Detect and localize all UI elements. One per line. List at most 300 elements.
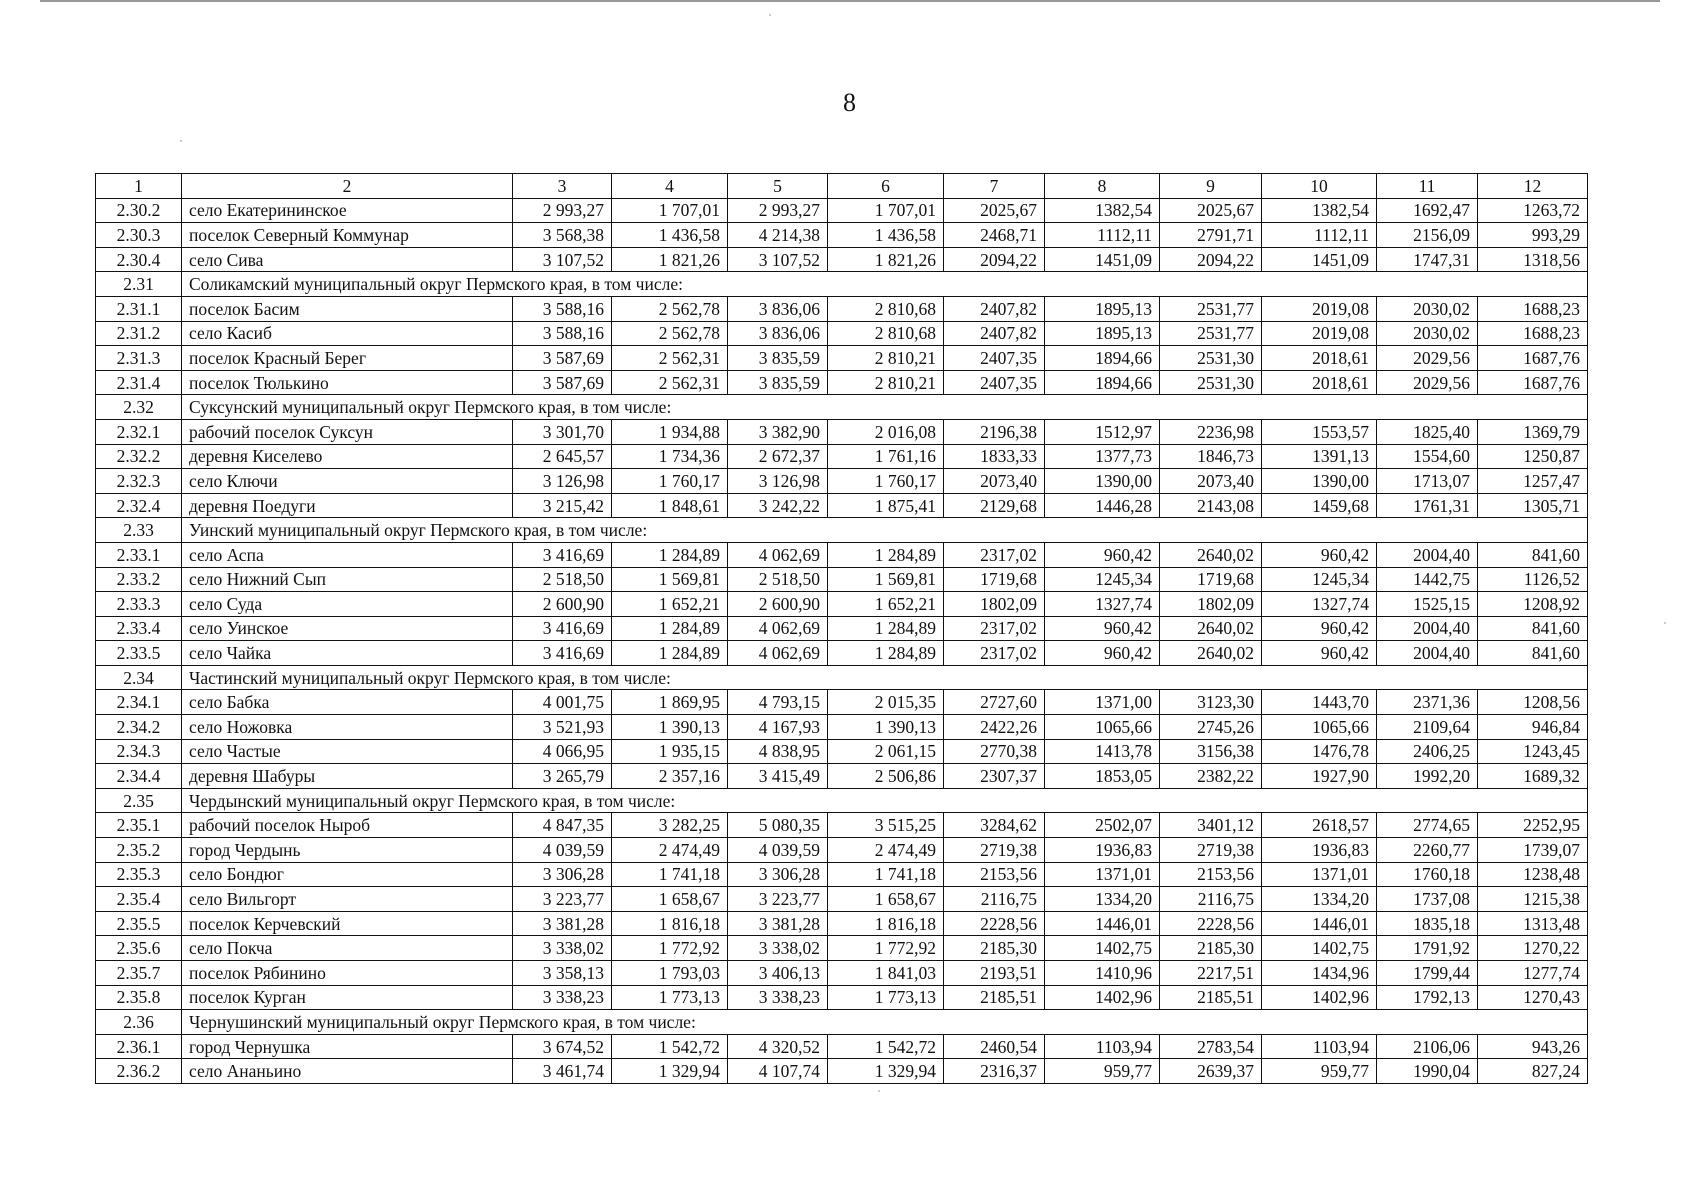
group-header-row: [96, 395, 1588, 420]
value-cell-col-5: 4 062,69: [728, 641, 828, 666]
group-name: Уинский муниципальный округ Пермского края, в том числе:: [182, 518, 1588, 543]
row-code: 2.34.3: [96, 739, 182, 764]
value-cell-col-3: 4 001,75: [513, 690, 612, 715]
value-cell-col-7: 3284,62: [944, 813, 1045, 838]
group-name: Соликамский муниципальный округ Пермского края, в том числе:: [182, 272, 1588, 297]
value-cell-col-4: 1 793,03: [612, 961, 728, 986]
table-row: [96, 296, 1588, 321]
value-cell-col-7: 2468,71: [944, 223, 1045, 248]
value-cell-col-7: 2317,02: [944, 641, 1045, 666]
value-cell-col-12: 1305,71: [1478, 493, 1588, 518]
value-cell-col-8: 1327,74: [1045, 592, 1160, 617]
value-cell-col-6: 2 810,68: [828, 321, 944, 346]
value-cell-col-6: 1 841,03: [828, 961, 944, 986]
value-cell-col-10: 1402,96: [1262, 985, 1377, 1010]
value-cell-col-4: 1 569,81: [612, 567, 728, 592]
value-cell-col-3: 3 306,28: [513, 862, 612, 887]
value-cell-col-3: 4 066,95: [513, 739, 612, 764]
value-cell-col-11: 2004,40: [1377, 616, 1478, 641]
table-row: [96, 813, 1588, 838]
value-cell-col-4: 1 773,13: [612, 985, 728, 1010]
value-cell-col-5: 3 835,59: [728, 346, 828, 371]
value-cell-col-4: 2 357,16: [612, 764, 728, 789]
scan-speck: [1664, 622, 1666, 624]
column-header-2: 2: [182, 174, 513, 199]
value-cell-col-7: 2317,02: [944, 542, 1045, 567]
value-cell-col-6: 1 284,89: [828, 542, 944, 567]
value-cell-col-9: 2640,02: [1160, 641, 1262, 666]
settlement-name: село Суда: [182, 592, 513, 617]
value-cell-col-3: 4 039,59: [513, 838, 612, 863]
value-cell-col-7: 2307,37: [944, 764, 1045, 789]
value-cell-col-8: 960,42: [1045, 616, 1160, 641]
value-cell-col-11: 2774,65: [1377, 813, 1478, 838]
value-cell-col-5: 3 242,22: [728, 493, 828, 518]
table-row: [96, 838, 1588, 863]
settlement-name: поселок Курган: [182, 985, 513, 1010]
value-cell-col-7: 2228,56: [944, 911, 1045, 936]
value-cell-col-5: 3 306,28: [728, 862, 828, 887]
value-cell-col-11: 2030,02: [1377, 321, 1478, 346]
settlement-name: село Частые: [182, 739, 513, 764]
column-header-1: 1: [96, 174, 182, 199]
row-code: 2.35: [96, 788, 182, 813]
value-cell-col-8: 1371,00: [1045, 690, 1160, 715]
value-cell-col-5: 4 320,52: [728, 1034, 828, 1059]
value-cell-col-7: 2185,30: [944, 936, 1045, 961]
value-cell-col-11: 1992,20: [1377, 764, 1478, 789]
value-cell-col-6: 1 436,58: [828, 223, 944, 248]
value-cell-col-9: 2228,56: [1160, 911, 1262, 936]
group-name: Чердынский муниципальный округ Пермского края, в том числе:: [182, 788, 1588, 813]
value-cell-col-8: 1936,83: [1045, 838, 1160, 863]
table-row: [96, 887, 1588, 912]
group-header-row: [96, 788, 1588, 813]
value-cell-col-10: 960,42: [1262, 542, 1377, 567]
value-cell-col-12: 1369,79: [1478, 419, 1588, 444]
table-row: [96, 198, 1588, 223]
value-cell-col-5: 4 793,15: [728, 690, 828, 715]
value-cell-col-3: 2 993,27: [513, 198, 612, 223]
value-cell-col-4: 1 436,58: [612, 223, 728, 248]
value-cell-col-10: 1936,83: [1262, 838, 1377, 863]
value-cell-col-5: 4 062,69: [728, 542, 828, 567]
value-cell-col-3: 3 416,69: [513, 542, 612, 567]
value-cell-col-12: 1688,23: [1478, 321, 1588, 346]
row-code: 2.35.4: [96, 887, 182, 912]
group-name: Чернушинский муниципальный округ Пермского края, в том числе:: [182, 1010, 1588, 1035]
value-cell-col-3: 3 338,23: [513, 985, 612, 1010]
value-cell-col-12: 1238,48: [1478, 862, 1588, 887]
row-code: 2.30.2: [96, 198, 182, 223]
value-cell-col-7: 2317,02: [944, 616, 1045, 641]
value-cell-col-11: 2030,02: [1377, 296, 1478, 321]
value-cell-col-4: 1 542,72: [612, 1034, 728, 1059]
value-cell-col-10: 1382,54: [1262, 198, 1377, 223]
settlement-name: город Чердынь: [182, 838, 513, 863]
value-cell-col-10: 1334,20: [1262, 887, 1377, 912]
value-cell-col-11: 1525,15: [1377, 592, 1478, 617]
settlement-name: поселок Рябинино: [182, 961, 513, 986]
value-cell-col-4: 1 284,89: [612, 616, 728, 641]
value-cell-col-9: 2640,02: [1160, 542, 1262, 567]
value-cell-col-9: 2531,77: [1160, 321, 1262, 346]
value-cell-col-9: 2153,56: [1160, 862, 1262, 887]
value-cell-col-12: 1318,56: [1478, 247, 1588, 272]
column-header-3: 3: [513, 174, 612, 199]
settlement-name: деревня Киселево: [182, 444, 513, 469]
value-cell-col-8: 1446,28: [1045, 493, 1160, 518]
row-code: 2.36: [96, 1010, 182, 1035]
value-cell-col-4: 1 848,61: [612, 493, 728, 518]
value-cell-col-7: 2196,38: [944, 419, 1045, 444]
value-cell-col-5: 3 836,06: [728, 296, 828, 321]
value-cell-col-3: 2 600,90: [513, 592, 612, 617]
value-cell-col-9: 2025,67: [1160, 198, 1262, 223]
value-cell-col-12: 1689,32: [1478, 764, 1588, 789]
value-cell-col-9: 1846,73: [1160, 444, 1262, 469]
value-cell-col-9: 2719,38: [1160, 838, 1262, 863]
row-code: 2.31: [96, 272, 182, 297]
value-cell-col-12: 1250,87: [1478, 444, 1588, 469]
value-cell-col-7: 2719,38: [944, 838, 1045, 863]
value-cell-col-7: 2094,22: [944, 247, 1045, 272]
settlement-name: поселок Басим: [182, 296, 513, 321]
value-cell-col-11: 2004,40: [1377, 542, 1478, 567]
value-cell-col-8: 1895,13: [1045, 296, 1160, 321]
value-cell-col-8: 1895,13: [1045, 321, 1160, 346]
value-cell-col-5: 2 993,27: [728, 198, 828, 223]
value-cell-col-12: 1208,92: [1478, 592, 1588, 617]
value-cell-col-3: 3 126,98: [513, 469, 612, 494]
value-cell-col-6: 1 875,41: [828, 493, 944, 518]
table-row: [96, 715, 1588, 740]
value-cell-col-10: 2018,61: [1262, 346, 1377, 371]
value-cell-col-10: 1434,96: [1262, 961, 1377, 986]
value-cell-col-5: 3 338,02: [728, 936, 828, 961]
table-row: [96, 542, 1588, 567]
scan-top-edge: [40, 0, 1660, 2]
value-cell-col-12: 1126,52: [1478, 567, 1588, 592]
value-cell-col-9: 3156,38: [1160, 739, 1262, 764]
value-cell-col-8: 1334,20: [1045, 887, 1160, 912]
group-header-row: [96, 665, 1588, 690]
value-cell-col-11: 1792,13: [1377, 985, 1478, 1010]
settlement-name: село Ножовка: [182, 715, 513, 740]
column-number-header-row: [96, 174, 1588, 199]
value-cell-col-12: 943,26: [1478, 1034, 1588, 1059]
row-code: 2.32.1: [96, 419, 182, 444]
column-header-5: 5: [728, 174, 828, 199]
row-code: 2.32.3: [96, 469, 182, 494]
column-header-12: 12: [1478, 174, 1588, 199]
value-cell-col-6: 1 542,72: [828, 1034, 944, 1059]
value-cell-col-4: 1 934,88: [612, 419, 728, 444]
value-cell-col-9: 2382,22: [1160, 764, 1262, 789]
value-cell-col-8: 959,77: [1045, 1059, 1160, 1084]
value-cell-col-7: 2407,82: [944, 321, 1045, 346]
value-cell-col-5: 2 518,50: [728, 567, 828, 592]
row-code: 2.30.3: [96, 223, 182, 248]
settlement-name: село Бондюг: [182, 862, 513, 887]
value-cell-col-3: 3 215,42: [513, 493, 612, 518]
row-code: 2.31.1: [96, 296, 182, 321]
value-cell-col-8: 1112,11: [1045, 223, 1160, 248]
value-cell-col-11: 1737,08: [1377, 887, 1478, 912]
value-cell-col-9: 2531,30: [1160, 370, 1262, 395]
value-cell-col-3: 3 107,52: [513, 247, 612, 272]
value-cell-col-3: 3 588,16: [513, 321, 612, 346]
row-code: 2.32.2: [96, 444, 182, 469]
value-cell-col-10: 1371,01: [1262, 862, 1377, 887]
value-cell-col-6: 2 474,49: [828, 838, 944, 863]
table-row: [96, 985, 1588, 1010]
group-header-row: [96, 518, 1588, 543]
settlement-name: село Екатерининское: [182, 198, 513, 223]
value-cell-col-3: 2 645,57: [513, 444, 612, 469]
value-cell-col-4: 1 390,13: [612, 715, 728, 740]
table-row: [96, 493, 1588, 518]
value-cell-col-11: 1760,18: [1377, 862, 1478, 887]
table-row: [96, 346, 1588, 371]
value-cell-col-5: 3 107,52: [728, 247, 828, 272]
value-cell-col-5: 2 600,90: [728, 592, 828, 617]
value-cell-col-5: 4 838,95: [728, 739, 828, 764]
value-cell-col-3: 3 568,38: [513, 223, 612, 248]
value-cell-col-11: 2029,56: [1377, 346, 1478, 371]
table-row: [96, 419, 1588, 444]
value-cell-col-5: 3 835,59: [728, 370, 828, 395]
value-cell-col-4: 1 284,89: [612, 542, 728, 567]
value-cell-col-11: 1990,04: [1377, 1059, 1478, 1084]
settlement-name: деревня Поедуги: [182, 493, 513, 518]
table-row: [96, 592, 1588, 617]
value-cell-col-11: 2406,25: [1377, 739, 1478, 764]
row-code: 2.36.1: [96, 1034, 182, 1059]
value-cell-col-3: 3 588,16: [513, 296, 612, 321]
table-row: [96, 1034, 1588, 1059]
row-code: 2.34.1: [96, 690, 182, 715]
value-cell-col-4: 1 284,89: [612, 641, 728, 666]
value-cell-col-4: 1 816,18: [612, 911, 728, 936]
table-row: [96, 223, 1588, 248]
value-cell-col-3: 3 358,13: [513, 961, 612, 986]
value-cell-col-8: 1103,94: [1045, 1034, 1160, 1059]
column-header-7: 7: [944, 174, 1045, 199]
value-cell-col-6: 1 652,21: [828, 592, 944, 617]
table-row: [96, 764, 1588, 789]
row-code: 2.36.2: [96, 1059, 182, 1084]
settlement-name: село Ключи: [182, 469, 513, 494]
row-code: 2.35.1: [96, 813, 182, 838]
settlement-name: поселок Керчевский: [182, 911, 513, 936]
value-cell-col-12: 1313,48: [1478, 911, 1588, 936]
value-cell-col-9: 2791,71: [1160, 223, 1262, 248]
value-cell-col-11: 2260,77: [1377, 838, 1478, 863]
value-cell-col-8: 1894,66: [1045, 346, 1160, 371]
row-code: 2.35.8: [96, 985, 182, 1010]
value-cell-col-5: 3 406,13: [728, 961, 828, 986]
value-cell-col-6: 2 015,35: [828, 690, 944, 715]
value-cell-col-12: 841,60: [1478, 542, 1588, 567]
value-cell-col-7: 2025,67: [944, 198, 1045, 223]
value-cell-col-8: 1245,34: [1045, 567, 1160, 592]
value-cell-col-10: 960,42: [1262, 641, 1377, 666]
value-cell-col-9: 2094,22: [1160, 247, 1262, 272]
value-cell-col-10: 1327,74: [1262, 592, 1377, 617]
value-cell-col-10: 1402,75: [1262, 936, 1377, 961]
value-cell-col-4: 2 562,78: [612, 296, 728, 321]
value-cell-col-6: 2 061,15: [828, 739, 944, 764]
value-cell-col-6: 1 760,17: [828, 469, 944, 494]
value-cell-col-5: 3 415,49: [728, 764, 828, 789]
value-cell-col-4: 1 734,36: [612, 444, 728, 469]
settlement-name: село Вильгорт: [182, 887, 513, 912]
value-cell-col-3: 3 381,28: [513, 911, 612, 936]
value-cell-col-11: 1799,44: [1377, 961, 1478, 986]
settlement-name: село Касиб: [182, 321, 513, 346]
settlement-name: рабочий поселок Суксун: [182, 419, 513, 444]
table-row: [96, 739, 1588, 764]
value-cell-col-5: 3 223,77: [728, 887, 828, 912]
value-cell-col-12: 1277,74: [1478, 961, 1588, 986]
settlement-name: село Нижний Сып: [182, 567, 513, 592]
value-cell-col-7: 1802,09: [944, 592, 1045, 617]
value-cell-col-11: 2106,06: [1377, 1034, 1478, 1059]
value-cell-col-6: 2 506,86: [828, 764, 944, 789]
data-table: [95, 173, 1588, 1084]
value-cell-col-6: 1 773,13: [828, 985, 944, 1010]
value-cell-col-7: 2153,56: [944, 862, 1045, 887]
value-cell-col-10: 960,42: [1262, 616, 1377, 641]
row-code: 2.34.2: [96, 715, 182, 740]
value-cell-col-6: 1 284,89: [828, 616, 944, 641]
settlement-name: деревня Шабуры: [182, 764, 513, 789]
value-cell-col-9: 1719,68: [1160, 567, 1262, 592]
value-cell-col-8: 1390,00: [1045, 469, 1160, 494]
value-cell-col-4: 1 329,94: [612, 1059, 728, 1084]
value-cell-col-12: 1243,45: [1478, 739, 1588, 764]
column-header-11: 11: [1377, 174, 1478, 199]
value-cell-col-7: 2770,38: [944, 739, 1045, 764]
settlement-name: село Чайка: [182, 641, 513, 666]
value-cell-col-7: 2460,54: [944, 1034, 1045, 1059]
row-code: 2.35.3: [96, 862, 182, 887]
value-cell-col-4: 1 821,26: [612, 247, 728, 272]
table-row: [96, 247, 1588, 272]
value-cell-col-7: 2116,75: [944, 887, 1045, 912]
value-cell-col-7: 2316,37: [944, 1059, 1045, 1084]
value-cell-col-8: 960,42: [1045, 641, 1160, 666]
value-cell-col-8: 1065,66: [1045, 715, 1160, 740]
row-code: 2.35.6: [96, 936, 182, 961]
value-cell-col-8: 1410,96: [1045, 961, 1160, 986]
value-cell-col-12: 1687,76: [1478, 370, 1588, 395]
column-header-9: 9: [1160, 174, 1262, 199]
table-body: [96, 174, 1588, 1084]
settlement-name: село Бабка: [182, 690, 513, 715]
value-cell-col-11: 1791,92: [1377, 936, 1478, 961]
settlement-name: село Уинское: [182, 616, 513, 641]
value-cell-col-10: 1553,57: [1262, 419, 1377, 444]
row-code: 2.35.7: [96, 961, 182, 986]
value-cell-col-11: 2004,40: [1377, 641, 1478, 666]
value-cell-col-4: 2 562,78: [612, 321, 728, 346]
value-cell-col-12: 1739,07: [1478, 838, 1588, 863]
value-cell-col-6: 1 329,94: [828, 1059, 944, 1084]
scan-speck: [180, 140, 182, 142]
value-cell-col-7: 2727,60: [944, 690, 1045, 715]
row-code: 2.32: [96, 395, 182, 420]
settlement-name: город Чернушка: [182, 1034, 513, 1059]
value-cell-col-3: 3 416,69: [513, 641, 612, 666]
value-cell-col-6: 1 741,18: [828, 862, 944, 887]
value-cell-col-8: 1413,78: [1045, 739, 1160, 764]
value-cell-col-11: 2109,64: [1377, 715, 1478, 740]
value-cell-col-3: 2 518,50: [513, 567, 612, 592]
value-cell-col-6: 1 816,18: [828, 911, 944, 936]
column-header-6: 6: [828, 174, 944, 199]
table-row: [96, 936, 1588, 961]
value-cell-col-7: 2073,40: [944, 469, 1045, 494]
value-cell-col-10: 1390,00: [1262, 469, 1377, 494]
table-row: [96, 567, 1588, 592]
value-cell-col-10: 2019,08: [1262, 321, 1377, 346]
value-cell-col-7: 2407,35: [944, 370, 1045, 395]
value-cell-col-8: 960,42: [1045, 542, 1160, 567]
value-cell-col-12: 2252,95: [1478, 813, 1588, 838]
value-cell-col-4: 3 282,25: [612, 813, 728, 838]
value-cell-col-11: 1442,75: [1377, 567, 1478, 592]
value-cell-col-4: 1 658,67: [612, 887, 728, 912]
value-cell-col-8: 1402,96: [1045, 985, 1160, 1010]
value-cell-col-11: 1761,31: [1377, 493, 1478, 518]
value-cell-col-5: 3 381,28: [728, 911, 828, 936]
table-row: [96, 641, 1588, 666]
value-cell-col-11: 2029,56: [1377, 370, 1478, 395]
page-number: 8: [843, 88, 856, 117]
value-cell-col-5: 4 167,93: [728, 715, 828, 740]
value-cell-col-10: 1476,78: [1262, 739, 1377, 764]
value-cell-col-5: 3 382,90: [728, 419, 828, 444]
value-cell-col-10: 1103,94: [1262, 1034, 1377, 1059]
row-code: 2.34.4: [96, 764, 182, 789]
value-cell-col-12: 1688,23: [1478, 296, 1588, 321]
value-cell-col-5: 3 338,23: [728, 985, 828, 1010]
value-cell-col-6: 1 772,92: [828, 936, 944, 961]
value-cell-col-10: 1443,70: [1262, 690, 1377, 715]
value-cell-col-6: 1 761,16: [828, 444, 944, 469]
value-cell-col-10: 1391,13: [1262, 444, 1377, 469]
value-cell-col-12: 1687,76: [1478, 346, 1588, 371]
value-cell-col-7: 2129,68: [944, 493, 1045, 518]
value-cell-col-4: 1 741,18: [612, 862, 728, 887]
value-cell-col-6: 1 390,13: [828, 715, 944, 740]
value-cell-col-5: 4 214,38: [728, 223, 828, 248]
row-code: 2.35.5: [96, 911, 182, 936]
value-cell-col-3: 3 416,69: [513, 616, 612, 641]
value-cell-col-9: 2143,08: [1160, 493, 1262, 518]
value-cell-col-4: 2 562,31: [612, 370, 728, 395]
row-code: 2.30.4: [96, 247, 182, 272]
value-cell-col-9: 3401,12: [1160, 813, 1262, 838]
value-cell-col-9: 2531,30: [1160, 346, 1262, 371]
group-name: Частинский муниципальный округ Пермского края, в том числе:: [182, 665, 1588, 690]
value-cell-col-6: 2 810,21: [828, 370, 944, 395]
value-cell-col-4: 1 772,92: [612, 936, 728, 961]
column-header-8: 8: [1045, 174, 1160, 199]
value-cell-col-9: 2073,40: [1160, 469, 1262, 494]
